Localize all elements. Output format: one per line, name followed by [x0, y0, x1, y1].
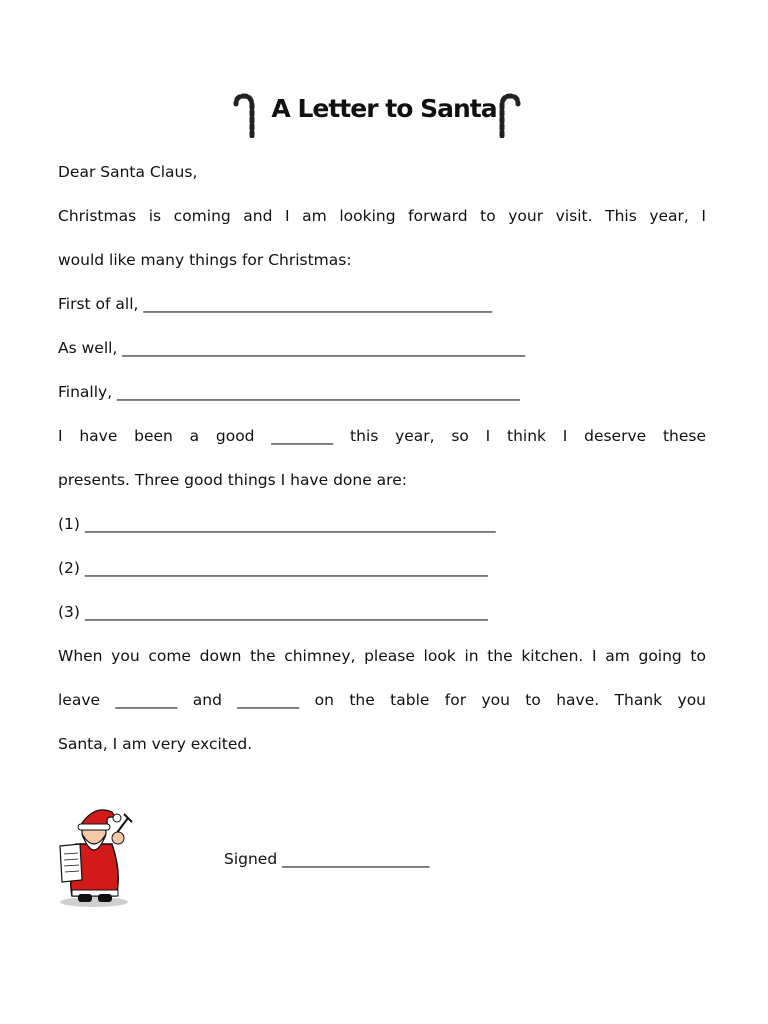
paragraph-1-line-2: would like many things for Christmas:	[58, 251, 352, 269]
candy-cane-icon	[496, 92, 522, 138]
good-thing-2-blank: (2) ____________________________________________________	[58, 559, 488, 577]
first-of-all-blank: First of all, _____________________________________________	[58, 295, 493, 313]
paragraph-3-line-1: When you come down the chimney, please look in the kitchen. I am going to	[58, 647, 706, 665]
good-thing-1-blank: (1) _____________________________________________________	[58, 515, 496, 533]
greeting: Dear Santa Claus,	[58, 163, 198, 181]
paragraph-2-line-1: I have been a good ________ this year, so I think I deserve these	[58, 427, 706, 445]
finally-blank: Finally, ____________________________________________________	[58, 383, 521, 401]
signature-line: Signed ___________________	[224, 850, 430, 868]
good-thing-3-blank: (3) ____________________________________________________	[58, 603, 488, 621]
paragraph-3-line-2: leave ________ and ________ on the table for you to have. Thank you	[58, 691, 706, 709]
as-well-blank: As well, ____________________________________________________	[58, 339, 526, 357]
paragraph-2-line-2: presents. Three good things I have done are:	[58, 471, 407, 489]
paragraph-3-line-3: Santa, I am very excited.	[58, 735, 253, 753]
title-row	[0, 88, 768, 140]
page-title: A Letter to Santa	[271, 94, 497, 123]
paragraph-1-line-1: Christmas is coming and I am looking forward to your visit. This year, I	[58, 207, 706, 225]
santa-reading-list-icon	[54, 804, 136, 908]
